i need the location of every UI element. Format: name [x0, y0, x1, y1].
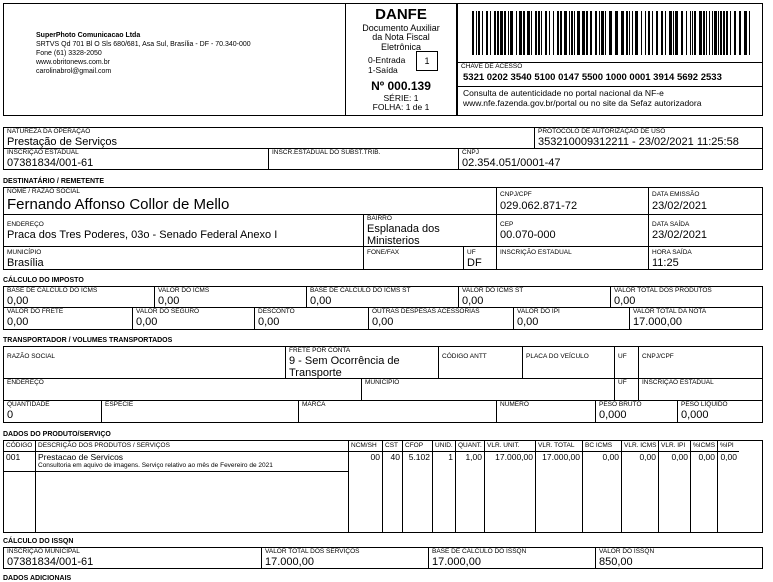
transp-uf-cell [615, 346, 639, 379]
imp-total-produtos-label: VALOR TOTAL DOS PRODUTOS [614, 287, 712, 294]
imp-seguro-value: 0,00 [136, 316, 158, 328]
imp-icms [155, 286, 307, 308]
protocolo-cell [535, 127, 763, 149]
transp-uf2-label: UF [618, 379, 627, 386]
produtos-cell-vlr-unit: 17.000,00 [495, 452, 533, 462]
dest-municipio-label: MUNICÍPIO [7, 249, 42, 256]
issqn-im [3, 547, 262, 569]
dest-cep: 00.070-000 [500, 229, 556, 241]
imp-seguro-label: VALOR DO SEGURO [136, 308, 200, 315]
imp-desconto-label: DESCONTO [258, 308, 295, 315]
produtos-col-codigo [4, 441, 36, 532]
issqn-total [262, 547, 429, 569]
transp-razao-label: RAZÃO SOCIAL [7, 353, 56, 360]
transp-frete-label: FRETE POR CONTA [289, 347, 351, 354]
cnpj-value: 02.354.051/0001-47 [462, 157, 561, 169]
chave-block [457, 3, 763, 116]
issqn-im-label: INSCRIÇÃO MUNICIPAL [7, 548, 80, 555]
imp-total-produtos-value: 0,00 [614, 295, 636, 307]
produtos-col-quant [456, 441, 485, 532]
produtos-col-ncm [349, 441, 383, 532]
transp-frete: 9 - Sem Ocorrência de Transporte [289, 355, 400, 379]
transp-qtd-cell [3, 401, 102, 423]
transp-municipio-cell [362, 379, 615, 401]
produtos-header-quant: QUANT. [456, 441, 484, 452]
issqn-bc-value: 17.000,00 [432, 556, 481, 568]
imp-desconto [255, 308, 369, 330]
imp-total-nota [630, 308, 763, 330]
dest-cnpj-cell [497, 187, 649, 215]
transp-cnpj-label: CNPJ/CPF [642, 353, 674, 360]
natureza-cell [3, 127, 535, 149]
issqn-im-value: 07381834/001-61 [7, 556, 94, 568]
danfe-tipo: 1 [416, 51, 438, 71]
dest-cep-cell [497, 215, 649, 247]
danfe-subtitle: Documento Auxiliar da Nota Fiscal Eletrônica [362, 23, 440, 52]
produtos-header-cfop: CFOP [403, 441, 432, 452]
issqn-section: CÁLCULO DO ISSQN [3, 538, 74, 545]
imp-bc-icms-value: 0,00 [7, 295, 29, 307]
dest-nome-label: NOME / RAZÃO SOCIAL [7, 188, 80, 195]
imp-icms-st-label: VALOR DO ICMS ST [462, 287, 524, 294]
protocolo-value: 353210009312211 - 23/02/2021 11:25:58 [538, 136, 739, 148]
issqn-bc [429, 547, 596, 569]
dest-hora-cell [649, 247, 763, 270]
danfe-folha: FOLHA: 1 de 1 [372, 102, 430, 112]
issqn-total-value: 17.000,00 [265, 556, 314, 568]
danfe-entrada: 0-Entrada [368, 55, 406, 65]
ie-st-cell [269, 148, 459, 170]
dest-endereco-label: ENDEREÇO [7, 221, 44, 228]
produtos-col-cfop [403, 441, 433, 532]
transp-antt-label: CÓDIGO ANTT [442, 353, 487, 360]
produtos-header-codigo: CÓDIGO [4, 441, 35, 452]
imp-total-produtos [611, 286, 763, 308]
dest-nome: Fernando Affonso Collor de Mello [7, 196, 230, 213]
dest-bairro-cell [364, 215, 497, 247]
emitter-name: SuperPhoto Comunicacao Ltda [36, 32, 141, 39]
imp-icms-st-value: 0,00 [462, 295, 484, 307]
imp-frete [3, 308, 133, 330]
produtos-section: DADOS DO PRODUTO/SERVIÇO [3, 431, 111, 438]
dest-emissao: 23/02/2021 [652, 200, 708, 212]
produtos-header-vlr-unit: VLR. UNIT. [485, 441, 535, 452]
dest-municipio: Brasília [7, 257, 44, 269]
dest-ie-label: INSCRIÇÃO ESTADUAL [500, 249, 572, 256]
produtos-cell-pct-icms: 0,00 [698, 452, 715, 462]
imp-total-nota-value: 17.000,00 [633, 316, 682, 328]
produtos-header-cst: CST [383, 441, 402, 452]
transp-endereco-label: ENDEREÇO [7, 379, 44, 386]
transp-uf-label: UF [618, 353, 627, 360]
dest-hora-label: HORA SAÍDA [652, 249, 692, 256]
produtos-cell-quant: 1,00 [465, 452, 482, 462]
dest-nome-cell [3, 187, 497, 215]
natureza-label: NATUREZA DA OPERAÇÃO [7, 128, 91, 135]
chave-label: CHAVE DE ACESSO [461, 63, 523, 70]
transp-numero-cell [497, 401, 596, 423]
produtos-col-vlr-icms [622, 441, 659, 532]
imp-desconto-value: 0,00 [258, 316, 280, 328]
dest-municipio-cell [3, 247, 364, 270]
produtos-cell-vlr-icms: 0,00 [639, 452, 656, 462]
produtos-header-descricao: DESCRIÇÃO DOS PRODUTOS / SERVIÇOS [36, 441, 348, 452]
chave-consulta: Consulta de autenticidade no portal nacional da NF-e www.nfe.fazenda.gov.br/portal ou no site da Sefaz autorizadora [463, 88, 702, 108]
imp-bc-icms-st-value: 0,00 [310, 295, 332, 307]
transp-razao-cell [3, 346, 286, 379]
issqn-bc-label: BASE DE CÁLCULO DO ISSQN [432, 548, 527, 555]
produtos-col-descricao [36, 441, 349, 532]
dest-hora: 11:25 [652, 257, 679, 269]
dest-uf-cell [464, 247, 497, 270]
emitter-phone: Fone (61) 3328-2050 [36, 50, 102, 57]
produtos-detail: Consultoria em aquivo de imagens. Serviço relativo ao mês de Fevereiro de 2021 [38, 462, 273, 469]
imp-outras-label: OUTRAS DESPESAS ACESSÓRIAS [372, 308, 480, 315]
transp-pliq-cell [678, 401, 763, 423]
imp-seguro [133, 308, 255, 330]
produtos-header-vlr-ipi: VLR. IPI [659, 441, 690, 452]
imp-outras [369, 308, 514, 330]
dest-fone-cell [364, 247, 464, 270]
produtos-header-ncm: NCM/SH [349, 441, 382, 452]
transp-numero-label: NÚMERO [500, 401, 529, 408]
produtos-cell-descricao: Prestacao de Servicos [38, 452, 124, 462]
emitter-site: www.obritonews.com.br [36, 59, 110, 66]
produtos-col-unid [433, 441, 456, 532]
produtos-header-pct-ipi: %IPI [718, 441, 739, 452]
dest-ie-cell [497, 247, 649, 270]
transp-pliq: 0,000 [681, 409, 709, 421]
transporte-section: TRANSPORTADOR / VOLUMES TRANSPORTADOS [3, 337, 173, 344]
chave-value: 5321 0202 3540 5100 0147 5500 1000 0001 3914 5692 2533 [463, 72, 722, 83]
transp-pbruto-label: PESO BRUTO [599, 401, 642, 408]
transp-cnpj-cell [639, 346, 763, 379]
transp-endereco-cell [3, 379, 362, 401]
produtos-cell-cfop: 5.102 [408, 452, 430, 462]
transp-frete-cell [286, 346, 439, 379]
imp-outras-value: 0,00 [372, 316, 394, 328]
transp-placa-label: PLACA DO VEÍCULO [526, 353, 589, 360]
imp-bc-icms-st-label: BASE DE CÁLCULO DO ICMS ST [310, 287, 411, 294]
transp-qtd-label: QUANTIDADE [7, 401, 50, 408]
produtos-col-vlr-ipi [659, 441, 691, 532]
produtos-col-pct-ipi [718, 441, 739, 532]
imp-icms-label: VALOR DO ICMS [158, 287, 210, 294]
produtos-col-bc-icms [583, 441, 622, 532]
imp-ipi [514, 308, 630, 330]
danfe-saida: 1-Saída [368, 65, 398, 75]
produtos-cell-codigo: 001 [6, 452, 21, 462]
imp-ipi-label: VALOR DO IPI [517, 308, 560, 315]
issqn-valor [596, 547, 763, 569]
emitter-block [3, 3, 346, 116]
transp-pliq-label: PESO LÍQUIDO [681, 401, 728, 408]
danfe-numero: Nº 000.139 [371, 79, 431, 93]
produtos-header-bc-icms: BC ICMS [583, 441, 621, 452]
dest-bairro: Esplanada dos Ministerios [367, 223, 440, 247]
dest-saida: 23/02/2021 [652, 229, 708, 241]
produtos-table [3, 440, 763, 533]
imp-frete-label: VALOR DO FRETE [7, 308, 64, 315]
dest-cnpj-label: CNPJ/CPF [500, 191, 532, 198]
transp-qtd: 0 [7, 409, 14, 421]
dest-uf: DF [467, 257, 482, 269]
produtos-header-unid: UNID. [433, 441, 455, 452]
imp-frete-value: 0,00 [7, 316, 29, 328]
produtos-header-vlr-total: VLR. TOTAL [536, 441, 582, 452]
barcode [466, 8, 756, 58]
natureza-value: Prestação de Serviços [7, 136, 118, 148]
imp-icms-value: 0,00 [158, 295, 180, 307]
imp-ipi-value: 0,00 [517, 316, 539, 328]
dest-cep-label: CEP [500, 221, 514, 228]
cnpj-cell [459, 148, 763, 170]
imp-bc-icms-label: BASE DE CÁLCULO DO ICMS [7, 287, 98, 294]
produtos-cell-vlr-ipi: 0,00 [671, 452, 688, 462]
dest-saida-label: DATA SAÍDA [652, 221, 690, 228]
imposto-section: CÁLCULO DO IMPOSTO [3, 277, 84, 284]
transp-uf2-cell [615, 379, 639, 401]
cnpj-label: CNPJ [462, 149, 479, 156]
produtos-cell-unid: 1 [448, 452, 453, 462]
produtos-col-pct-icms [691, 441, 718, 532]
transp-municipio-label: MUNICÍPIO [365, 379, 400, 386]
emitter-email: carolinabrol@gmail.com [36, 68, 112, 75]
issqn-total-label: VALOR TOTAL DOS SERVIÇOS [265, 548, 360, 555]
dest-endereco-cell [3, 215, 364, 247]
dest-emissao-label: DATA EMISSÃO [652, 191, 700, 198]
transp-pbruto: 0,000 [599, 409, 627, 421]
produtos-cell-vlr-total: 17.000,00 [542, 452, 580, 462]
danfe-serie: SÉRIE: 1 [383, 93, 419, 103]
adicionais-section: DADOS ADICIONAIS [3, 575, 72, 582]
produtos-col-cst [383, 441, 403, 532]
produtos-cell-cst: 40 [390, 452, 400, 462]
transp-placa-cell [523, 346, 615, 379]
dest-fone-label: FONE/FAX [367, 249, 400, 256]
dest-bairro-label: BAIRRO [367, 215, 392, 222]
imp-total-nota-label: VALOR TOTAL DA NOTA [633, 308, 707, 315]
transp-ie-label: INSCRIÇÃO ESTADUAL [642, 379, 714, 386]
danfe-block [346, 3, 457, 116]
transp-especie-label: ESPÉCIE [105, 401, 134, 408]
imp-icms-st [459, 286, 611, 308]
produtos-col-vlr-total [536, 441, 583, 532]
dest-cnpj: 029.062.871-72 [500, 200, 578, 212]
transp-antt-cell [439, 346, 523, 379]
transp-ie-cell [639, 379, 763, 401]
ie-st-label: INSCR.ESTADUAL DO SUBST.TRIB. [272, 149, 381, 156]
dest-uf-label: UF [467, 249, 476, 256]
danfe-title: DANFE [375, 6, 427, 23]
dest-saida-cell [649, 215, 763, 247]
imp-bc-icms-st [307, 286, 459, 308]
dest-emissao-cell [649, 187, 763, 215]
produtos-col-vlr-unit [485, 441, 536, 532]
issqn-valor-label: VALOR DO ISSQN [599, 548, 655, 555]
ie-value: 07381834/001-61 [7, 157, 94, 169]
imp-bc-icms [3, 286, 155, 308]
ie-cell [3, 148, 269, 170]
transp-especie-cell [102, 401, 299, 423]
dest-endereco: Praca dos Tres Poderes, 03o - Senado Federal Anexo I [7, 229, 278, 241]
produtos-header-vlr-icms: VLR. ICMS [622, 441, 658, 452]
protocolo-label: PROTOCOLO DE AUTORIZAÇÃO DE USO [538, 128, 666, 135]
issqn-valor-value: 850,00 [599, 556, 633, 568]
emitter-address: SRTVS Qd 701 Bl O Sls 680/681, Asa Sul, Brasília - DF - 70.340-000 [36, 41, 251, 48]
produtos-header-pct-icms: %ICMS [691, 441, 717, 452]
produtos-cell-bc-icms: 0,00 [602, 452, 619, 462]
produtos-cell-pct-ipi: 0,00 [720, 452, 737, 462]
ie-label: INSCRIÇÃO ESTADUAL [7, 149, 79, 156]
transp-pbruto-cell [596, 401, 678, 423]
transp-marca-cell [299, 401, 497, 423]
destinatario-section: DESTINATÁRIO / REMETENTE [3, 178, 104, 185]
produtos-cell-ncm: 00 [370, 452, 380, 462]
transp-marca-label: MARCA [302, 401, 326, 408]
